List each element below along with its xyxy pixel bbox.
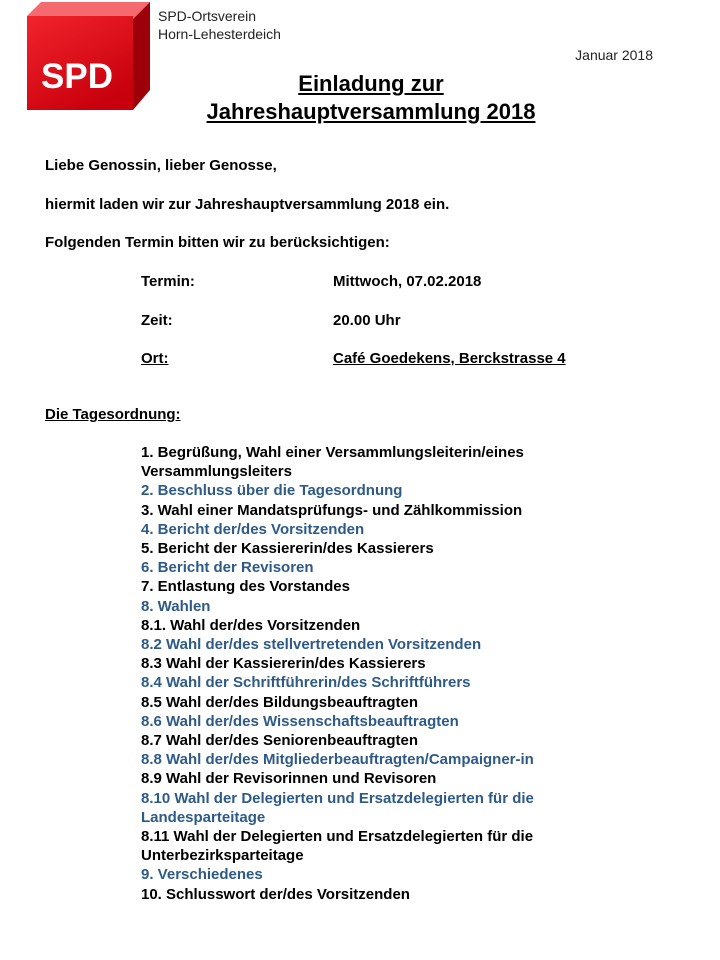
agenda-item: 8.3 Wahl der Kassiererin/des Kassierers	[141, 655, 426, 673]
agenda-list	[141, 443, 591, 904]
ort-value: Café Goedekens, Berckstrasse 4	[333, 350, 566, 367]
termin-label: Termin:	[141, 273, 195, 290]
agenda-item: 8.9 Wahl der Revisorinnen und Revisoren	[141, 770, 437, 788]
termin-value: Mittwoch, 07.02.2018	[333, 273, 482, 290]
agenda-item: 8.1. Wahl der/des Vorsitzenden	[141, 616, 361, 634]
agenda-item: 1. Begrüßung, Wahl einer Versammlungsleiterin/eines Versammlungsleiters	[141, 444, 524, 481]
appointment-note: Folgenden Termin bitten wir zu berücksichtigen:	[45, 234, 390, 251]
document-date: Januar 2018	[575, 47, 653, 63]
zeit-label: Zeit:	[141, 312, 173, 329]
agenda-item: 9. Verschiedenes	[141, 866, 263, 884]
agenda-item: 2. Beschluss über die Tagesordnung	[141, 482, 403, 500]
invitation-text: hiermit laden wir zur Jahreshauptversammlung 2018 ein.	[45, 196, 450, 213]
zeit-value: 20.00 Uhr	[333, 312, 401, 329]
title-line-1: Einladung zur	[298, 71, 444, 96]
agenda-title: Die Tagesordnung:	[45, 406, 181, 423]
spd-logo-text: SPD	[41, 57, 113, 96]
org-line-1: SPD-Ortsverein	[158, 8, 257, 24]
agenda-item: 8.5 Wahl der/des Bildungsbeauftragten	[141, 693, 418, 711]
greeting: Liebe Genossin, lieber Genosse,	[45, 157, 277, 174]
agenda-item: 8.8 Wahl der/des Mitgliederbeauftragten/Campaigner-in	[141, 751, 534, 769]
agenda-item: 6. Bericht der Revisoren	[141, 559, 314, 577]
agenda-item: 7. Entlastung des Vorstandes	[141, 578, 350, 596]
title-line-2: Jahreshauptversammlung 2018	[206, 99, 536, 124]
agenda-item: 8. Wahlen	[141, 597, 211, 615]
org-line-2: Horn-Lehesterdeich	[158, 26, 281, 42]
document-title	[0, 70, 720, 126]
agenda-item: 10. Schlusswort der/des Vorsitzenden	[141, 885, 410, 903]
agenda-item: 5. Bericht der Kassiererin/des Kassierers	[141, 540, 434, 558]
agenda-item: 8.2 Wahl der/des stellvertretenden Vorsitzenden	[141, 636, 482, 654]
agenda-item: 8.6 Wahl der/des Wissenschaftsbeauftragten	[141, 712, 459, 730]
agenda-item: 8.10 Wahl der Delegierten und Ersatzdelegierten für die Landesparteitage	[141, 789, 534, 826]
agenda-item: 8.7 Wahl der/des Seniorenbeauftragten	[141, 732, 419, 750]
org-name	[158, 7, 281, 43]
agenda-item: 3. Wahl einer Mandatsprüfungs- und Zählkommission	[141, 501, 523, 519]
agenda-item: 8.11 Wahl der Delegierten und Ersatzdelegierten für die Unterbezirksparteitage	[141, 828, 534, 865]
ort-label: Ort:	[141, 350, 169, 367]
agenda-item: 8.4 Wahl der Schriftführerin/des Schriftführers	[141, 674, 471, 692]
agenda-item: 4. Bericht der/des Vorsitzenden	[141, 520, 365, 538]
